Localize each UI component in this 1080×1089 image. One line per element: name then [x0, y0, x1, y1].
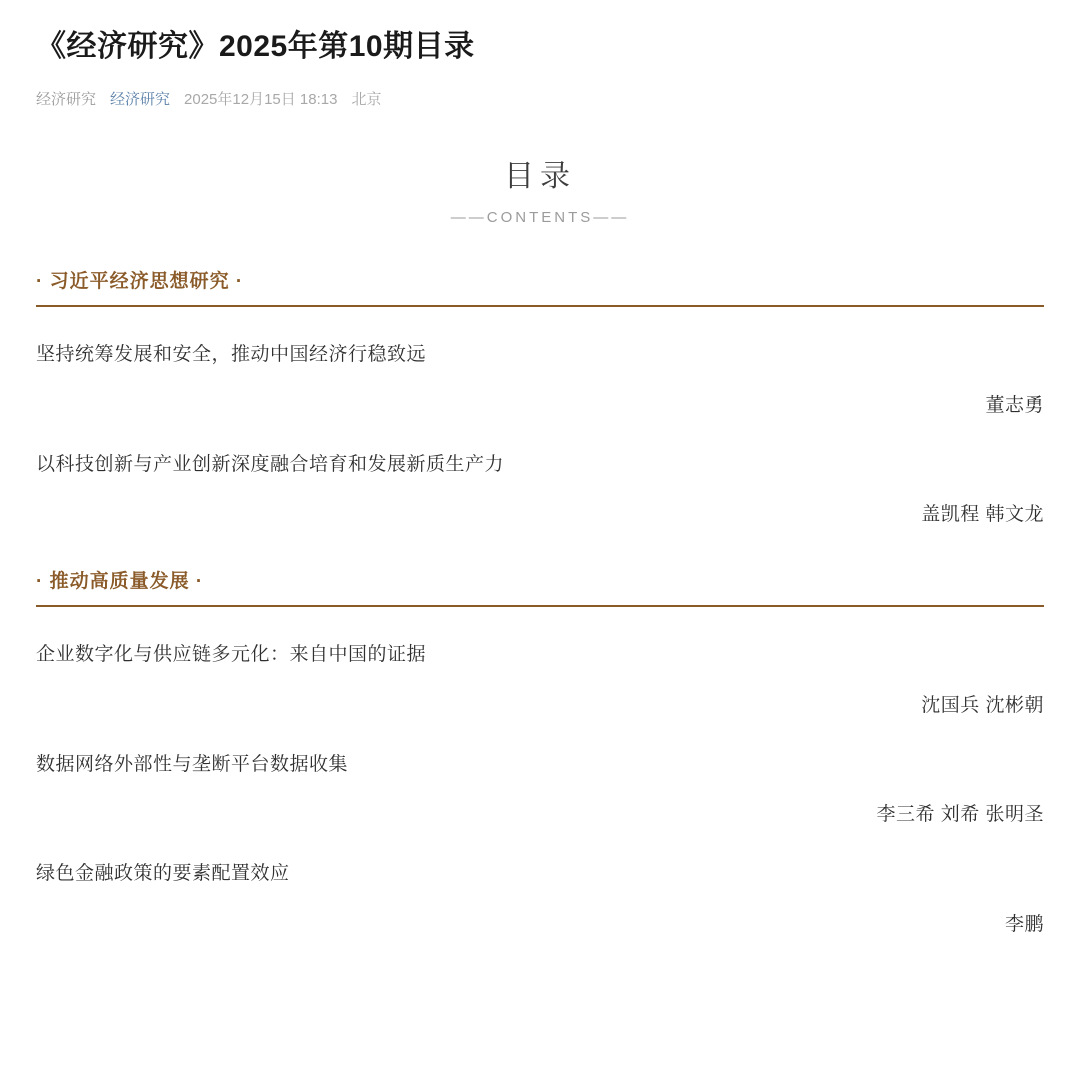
- contents-header: [36, 151, 1044, 226]
- section-heading: · 习近平经济思想研究 ·: [36, 271, 244, 292]
- toc-entry[interactable]: [36, 751, 1044, 827]
- toc-entry[interactable]: [36, 341, 1044, 417]
- section-block: [36, 266, 1044, 526]
- meta-location: 北京: [351, 91, 382, 108]
- contents-heading: 目录: [504, 160, 576, 193]
- toc-entry[interactable]: [36, 860, 1044, 936]
- entry-authors: 沈国兵 沈彬朝: [921, 694, 1044, 716]
- section-heading: · 推动高质量发展 ·: [36, 571, 204, 592]
- page-title: 《经济研究》2025年第10期目录: [36, 30, 475, 63]
- section-divider: [36, 305, 1044, 307]
- toc-entry[interactable]: [36, 451, 1044, 527]
- contents-subheading: ——CONTENTS——: [450, 209, 630, 226]
- section-block: [36, 566, 1044, 936]
- section-divider: [36, 605, 1044, 607]
- meta-account-name: 经济研究: [36, 91, 97, 108]
- entry-title[interactable]: 以科技创新与产业创新深度融合培育和发展新质生产力: [36, 453, 505, 475]
- entry-title[interactable]: 数据网络外部性与垄断平台数据收集: [36, 753, 349, 775]
- meta-publish-date: 2025年12月15日 18:13: [184, 91, 338, 108]
- entry-title[interactable]: 企业数字化与供应链多元化：来自中国的证据: [36, 644, 427, 665]
- meta-author-nickname[interactable]: 经济研究: [110, 91, 171, 108]
- entry-authors: 李鹏: [1004, 913, 1044, 935]
- entry-authors: 李三希 刘希 张明圣: [876, 804, 1044, 825]
- toc-entry[interactable]: [36, 641, 1044, 717]
- article-meta: [36, 88, 1044, 109]
- article-page: [0, 26, 1080, 936]
- entry-title[interactable]: 坚持统筹发展和安全，推动中国经济行稳致远: [36, 344, 427, 365]
- entry-authors: 董志勇: [985, 394, 1044, 416]
- entry-authors: 盖凯程 韩文龙: [921, 504, 1044, 525]
- entry-title[interactable]: 绿色金融政策的要素配置效应: [36, 863, 290, 884]
